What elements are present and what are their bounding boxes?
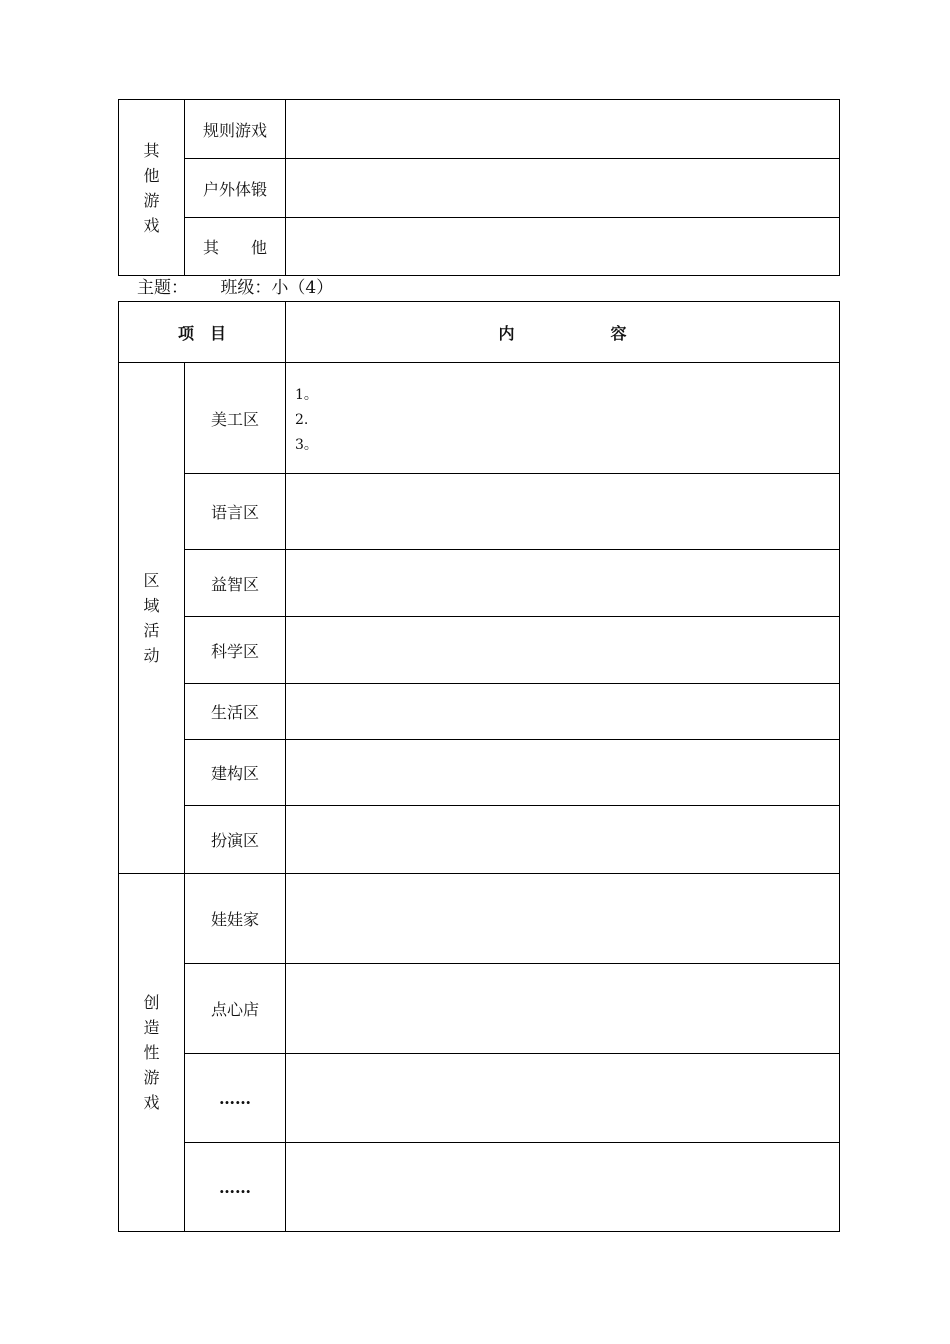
activity-plan-table [118,301,840,1232]
numbered-list [286,363,839,458]
table-row [119,740,840,806]
theme-label: 主题： [137,278,188,298]
table-row [119,806,840,874]
row-label: 建构区 [185,740,286,806]
class-label: 班级：小（4） [220,278,334,298]
table-row [119,363,840,474]
table-row [119,474,840,550]
table-row [119,684,840,740]
list-item: 1。 [295,387,318,403]
row-label: 语言区 [185,474,286,550]
content-cell[interactable] [286,159,840,218]
row-label: 益智区 [185,550,286,617]
category-label: 其他游戏 [143,140,160,235]
content-cell[interactable] [286,1054,840,1143]
list-item: 3。 [295,437,318,453]
row-label: 娃娃家 [185,874,286,964]
content-cell[interactable] [286,100,840,159]
table-caption [137,276,333,300]
table-row [119,100,840,159]
row-label: …… [185,1143,286,1232]
row-label: …… [185,1054,286,1143]
header-item: 项 目 [119,302,286,363]
row-label: 规则游戏 [185,100,286,159]
table-row [119,1054,840,1143]
row-label: 科学区 [185,617,286,684]
table-row [119,1143,840,1232]
table-row [119,964,840,1054]
content-cell[interactable] [286,964,840,1054]
category-cell [119,874,185,1232]
table-row [119,617,840,684]
header-row [119,302,840,363]
table-row [119,874,840,964]
category-cell [119,100,185,276]
content-cell[interactable] [286,1143,840,1232]
table-row [119,159,840,218]
content-cell[interactable] [286,550,840,617]
category-label: 区域活动 [143,571,160,665]
row-label: 扮演区 [185,806,286,874]
content-cell[interactable] [286,874,840,964]
category-cell [119,363,185,874]
table-row [119,218,840,276]
row-label: 点心店 [185,964,286,1054]
list-item: 2. [295,412,309,428]
content-cell[interactable] [286,806,840,874]
content-cell[interactable] [286,363,840,474]
row-label: 其 他 [185,218,286,276]
row-label: 户外体锻 [185,159,286,218]
header-content: 内 容 [286,302,840,363]
row-label: 美工区 [185,363,286,474]
content-cell[interactable] [286,474,840,550]
content-cell[interactable] [286,617,840,684]
content-cell[interactable] [286,740,840,806]
row-label: 生活区 [185,684,286,740]
content-cell[interactable] [286,684,840,740]
other-games-table [118,99,840,276]
category-label: 创造性游戏 [143,993,160,1112]
table-row [119,550,840,617]
content-cell[interactable] [286,218,840,276]
